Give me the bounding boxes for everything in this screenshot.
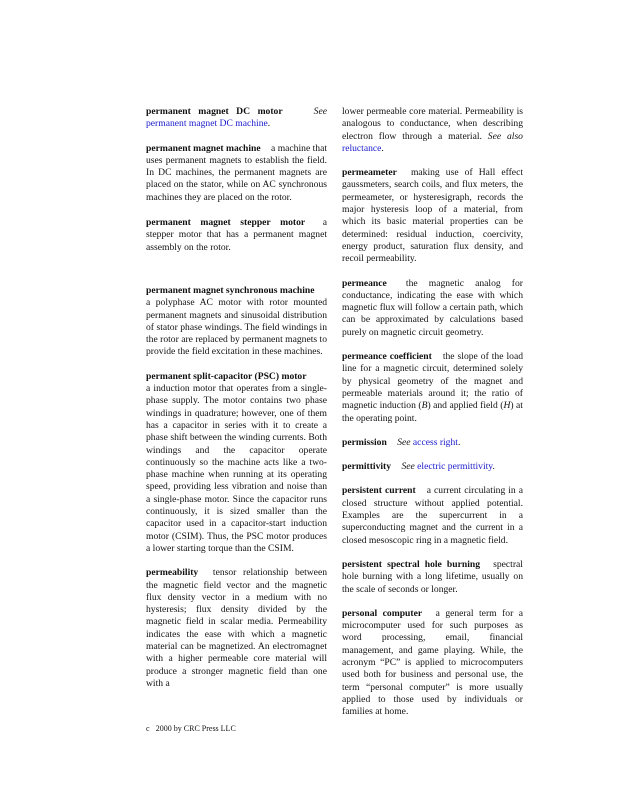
term: permanent magnet DC motor <box>146 106 283 117</box>
term: permanent split-capacitor (PSC) motor <box>146 370 307 382</box>
entry-pm-stepper <box>146 217 327 254</box>
see-label: See <box>313 106 327 117</box>
term: permanent magnet synchronous machine <box>146 284 315 296</box>
cross-ref-link[interactable]: permanent magnet DC machine <box>146 118 268 130</box>
entry-psc-motor <box>146 371 327 555</box>
definition: lower permeable core material. Permeability is analogous to conductance, when describing electron flow through a material. <box>342 106 523 142</box>
term: permittivity <box>342 461 392 473</box>
entry-permeability <box>146 567 327 690</box>
cross-ref-link[interactable]: reluctance <box>342 142 382 154</box>
see-label: See <box>401 461 415 473</box>
cross-ref-link[interactable]: electric permittivity <box>417 461 493 473</box>
entry-pm-machine <box>146 143 327 204</box>
entry-pm-dc-motor: permanent magnet DC motor See permanent magnet DC machine. <box>146 106 327 130</box>
symbol-b: B <box>421 400 428 412</box>
symbol-h: H <box>503 400 511 412</box>
entry-permeance <box>342 278 523 339</box>
entry-personal-computer <box>342 608 523 719</box>
term: persistent spectral hole burning <box>342 558 480 570</box>
term: permeability <box>146 567 199 579</box>
definition: the slope of the load line for a magnetic circuit, determined solely by physical geometry of the magnet and permeable materials around it; the ratio of magnetic induction ( <box>342 351 523 412</box>
definition: a polyphase AC motor with rotor mounted permanent magnets and sinusoidal distribution of stator phase windings. The field windings in the rotor are replaced by permanent magnets to provide the field excitation in these machines. <box>146 297 327 358</box>
term: persistent current <box>342 485 416 497</box>
term: permeance <box>342 277 387 289</box>
term: permission <box>342 436 387 448</box>
definition: a induction motor that operates from a single-phase supply. The motor contains two phase windings in quadrature; however, one of them has a capacitor in series with it to create a phase shift between the winding currents. Both windings and the capacitor operate continuously so the machine acts like a two-phase machine when running at its operating speed, providing less vibration and noise than a single-phase motor. Since the capacitor runs continuously, it is sized smaller than the capacitor used in a capacitor-start induction motor (CSIM). Thus, the PSC motor produces a lower starting torque than the CSIM. <box>146 383 327 554</box>
right-column <box>342 106 523 718</box>
term: permeance coefficient <box>342 351 432 363</box>
definition: making use of Hall effect gaussmeters, search coils, and flux meters, the permeameter, or hysteresigraph, records the major hysteresis loop of a material, from which its basic material properties can be determined: residual induction, coercivity, energy product, saturation flux density, and recoil permeability. <box>342 167 523 265</box>
definition: spectral hole burning with a long lifetime, usually on the scale of seconds or longer. <box>342 558 523 595</box>
entry-permission: permission See access right. <box>342 436 461 448</box>
term: permeameter <box>342 167 397 179</box>
entry-spectral-hole-burning <box>342 559 523 596</box>
definition: a general term for a microcomputer used for such purposes as word processing, email, financial management, and game playing. While, the acronym “PC” is applied to microcomputers used both for business and personal use, the term “personal computer” is more usually applied to those used by individuals or families at home. <box>342 607 523 718</box>
definition: tensor relationship between the magnetic field vector and the magnetic flux density vector in a medium with no hysteresis; flux density divided by the magnetic field in scalar media. Permeability indicates the ease with which a magnetic material can be magnetized. An electromagnet with a higher permeable core material will produce a stronger magnetic field than one with a <box>146 567 327 689</box>
definition: a current circulating in a closed structure without applied potential. Examples are the supercurrent in a superconducting magnet and the current in a closed mesoscopic ring in a magnetic field. <box>342 485 523 546</box>
entry-pm-synchronous <box>146 285 327 359</box>
entry-permittivity: permittivity See electric permittivity. <box>342 461 495 473</box>
see-label: See <box>397 436 411 448</box>
definition: a machine that uses permanent magnets to establish the field. In DC machines, the permanent magnets are placed on the stator, while on AC synchronous machines they are placed on the rotor. <box>146 142 327 203</box>
entry-permeance-coefficient: permeance coefficient the slope of the load line for a magnetic circuit, determined solely by physical geometry of the magnet and permeable materials around it; the ratio of magnetic induction (B) and applied field (H) at the operating point. <box>342 351 523 424</box>
term: permanent magnet machine <box>146 142 261 154</box>
left-column <box>146 106 327 690</box>
term: permanent magnet stepper motor <box>146 217 306 229</box>
cross-ref-link[interactable]: access right <box>412 436 458 448</box>
see-label: See also <box>487 130 523 142</box>
copyright-footer: c⃝2000 by CRC Press LLC <box>146 724 236 733</box>
entry-persistent-current <box>342 485 523 546</box>
definition: a stepper motor that has a permanent magnet assembly on the rotor. <box>146 217 327 253</box>
definition: the magnetic analog for conductance, indicating the ease with which magnetic flux will follow a certain path, which can be approximated by calculations based purely on magnetic circuit geometry. <box>342 277 523 338</box>
entry-permeameter <box>342 167 523 265</box>
term: personal computer <box>342 607 423 619</box>
entry-permeability-cont: lower permeable core material. Permeability is analogous to conductance, when describing electron flow through a material. See also reluctance. <box>342 106 523 154</box>
